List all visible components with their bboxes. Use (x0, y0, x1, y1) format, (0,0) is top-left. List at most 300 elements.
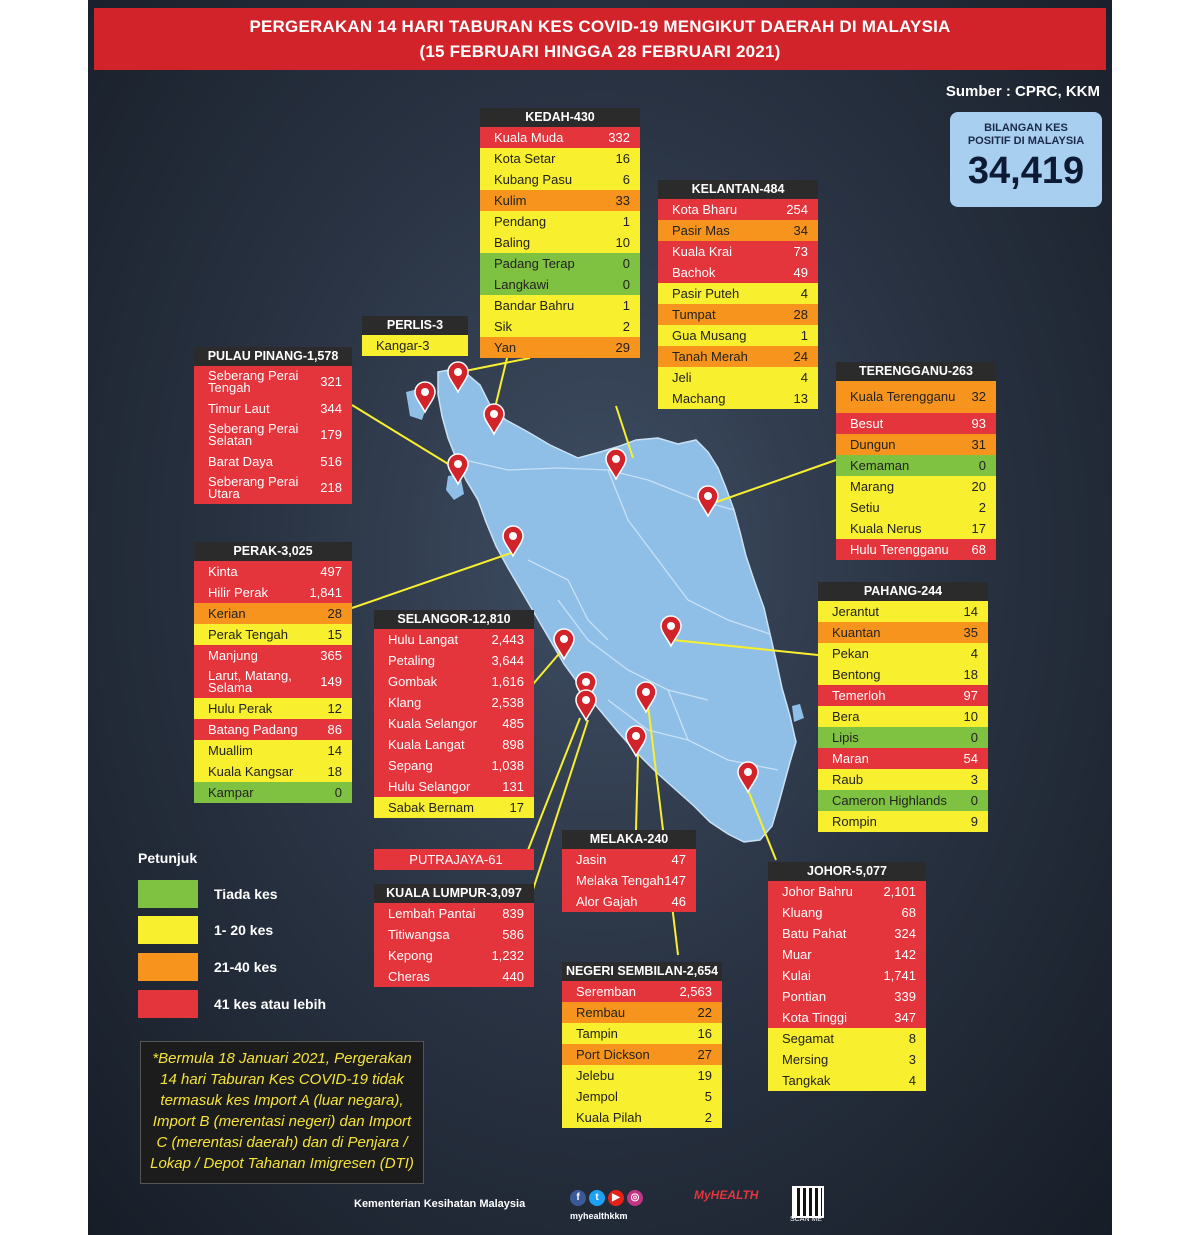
district-name: Pasir Mas (672, 222, 730, 238)
district-count: 17 (971, 520, 986, 536)
district-count: 18 (963, 666, 978, 682)
district-count: 27 (697, 1046, 712, 1062)
district-name: Sik (494, 318, 513, 334)
district-count: 16 (697, 1025, 712, 1041)
district-row (374, 650, 534, 671)
district-count: 86 (327, 721, 342, 737)
district-row (658, 325, 818, 346)
district-count: 516 (320, 453, 342, 469)
district-row (562, 891, 696, 912)
district-row (658, 262, 818, 283)
footnote: *Bermula 18 Januari 2021, Pergerakan 14 hari Taburan Kes COVID-19 tidak termasuk kes Import A (luar negara), Import B (merentasi negeri) dan Import C (merentasi daerah) dan di Penjara / Lokap / Depot Tahanan Imigresen (DTI) (140, 1041, 424, 1184)
source-label: Sumber : CPRC, KKM (945, 83, 1100, 100)
district-count: 8 (908, 1030, 916, 1046)
region-kuala-lumpur (374, 884, 534, 987)
district-count: 149 (320, 674, 342, 689)
district-count: 10 (615, 234, 630, 250)
qr-code-icon[interactable] (792, 1186, 824, 1218)
district-name: Kota Setar (494, 150, 556, 166)
district-name: Kuala Terengganu (850, 389, 956, 404)
district-name: Tumpat (672, 306, 716, 322)
district-row (562, 981, 722, 1002)
district-row (836, 455, 996, 476)
district-name: Kepong (388, 947, 433, 963)
district-row (194, 645, 352, 666)
district-name: Maran (832, 750, 869, 766)
district-name: Muar (782, 946, 812, 962)
district-count: 28 (793, 306, 808, 322)
district-name: Raub (832, 771, 864, 787)
district-count: 17 (509, 799, 524, 815)
district-count: 147 (664, 872, 686, 888)
district-name: Temerloh (832, 687, 886, 703)
district-name: Seberang Perai Utara (208, 474, 299, 501)
district-name: Langkawi (494, 276, 549, 292)
district-name: Kluang (782, 904, 823, 920)
youtube-icon[interactable]: ▶ (608, 1190, 624, 1206)
district-count: 2,443 (491, 631, 524, 647)
district-name: Kampar (208, 784, 254, 800)
region-selangor (374, 610, 534, 818)
facebook-icon[interactable]: f (570, 1190, 586, 1206)
district-row (818, 622, 988, 643)
district-row (374, 755, 534, 776)
district-name: Gombak (388, 673, 438, 689)
district-row (374, 945, 534, 966)
district-count: 497 (320, 563, 342, 579)
district-row (374, 713, 534, 734)
district-row (818, 685, 988, 706)
district-count: 1 (800, 327, 808, 343)
district-name: Cameron Highlands (832, 792, 947, 808)
district-name: Titiwangsa (388, 926, 450, 942)
district-row (768, 881, 926, 902)
district-name: Mersing (782, 1051, 829, 1067)
district-count: 22 (697, 1004, 712, 1020)
district-name: Cheras (388, 968, 430, 984)
district-name: Kulai (782, 967, 811, 983)
region-header: PAHANG-244 (818, 582, 988, 601)
district-name: Jerantut (832, 603, 879, 619)
district-name: Batang Padang (208, 721, 298, 737)
district-row (818, 601, 988, 622)
district-count: 3 (970, 771, 978, 787)
district-name: Kuantan (832, 624, 881, 640)
district-row (362, 335, 468, 356)
district-row (658, 199, 818, 220)
district-name: Besut (850, 415, 884, 431)
region-melaka (562, 830, 696, 912)
district-row (768, 1070, 926, 1091)
total-value: 34,419 (967, 150, 1085, 192)
district-name: Timur Laut (208, 400, 270, 416)
district-name: Rembau (576, 1004, 626, 1020)
district-name: Hulu Perak (208, 700, 273, 716)
district-count: 5 (704, 1088, 712, 1104)
district-name: Seberang Perai Selatan (208, 421, 299, 448)
district-row (836, 518, 996, 539)
district-name: Rompin (832, 813, 877, 829)
district-count: 586 (502, 926, 524, 942)
district-row (768, 1028, 926, 1049)
district-count: 0 (622, 276, 630, 292)
district-row (562, 1086, 722, 1107)
region-negeri-sembilan (562, 962, 722, 1128)
district-count: 10 (963, 708, 978, 724)
twitter-icon[interactable]: t (589, 1190, 605, 1206)
district-row (374, 776, 534, 797)
district-name: Yan (494, 339, 517, 355)
district-row (562, 1044, 722, 1065)
region-perlis (362, 316, 468, 356)
district-name: Tangkak (782, 1072, 831, 1088)
district-row (194, 782, 352, 803)
district-count: 324 (894, 925, 916, 941)
district-count: 1,232 (491, 947, 524, 963)
district-row (658, 283, 818, 304)
district-row (818, 664, 988, 685)
district-count: 6 (622, 171, 630, 187)
district-count: 1,616 (491, 673, 524, 689)
district-count: 1 (622, 297, 630, 313)
district-row (836, 413, 996, 434)
district-name: Melaka Tengah (576, 872, 664, 888)
district-count: 32 (971, 389, 986, 404)
district-count: 344 (320, 400, 342, 416)
district-name: Padang Terap (494, 255, 575, 271)
district-count: 3 (908, 1051, 916, 1067)
district-row (562, 1023, 722, 1044)
district-count: 0 (978, 457, 986, 473)
district-count: 1,841 (309, 584, 342, 600)
district-row (768, 986, 926, 1007)
district-row (768, 965, 926, 986)
district-name: Petaling (388, 652, 435, 668)
district-count: 0 (970, 792, 978, 808)
district-row (480, 127, 640, 148)
district-count: 1 (622, 213, 630, 229)
social-handle: myhealthkkm (570, 1211, 628, 1221)
district-row (836, 434, 996, 455)
district-row (374, 924, 534, 945)
district-row (480, 190, 640, 211)
district-count: 2 (978, 499, 986, 515)
district-count: 142 (894, 946, 916, 962)
district-count: 47 (671, 851, 686, 867)
district-count: 33 (615, 192, 630, 208)
region-header: NEGERI SEMBILAN-2,654 (562, 962, 722, 981)
district-name: Kemaman (850, 457, 910, 473)
district-name: Baling (494, 234, 531, 250)
district-name: Kulim (494, 192, 527, 208)
legend-label: 21-40 kes (214, 959, 278, 975)
legend-swatch (138, 953, 198, 981)
district-count: 2,563 (679, 983, 712, 999)
district-count: 179 (320, 427, 342, 442)
ministry-label: Kementerian Kesihatan Malaysia (354, 1198, 526, 1210)
district-count: 46 (671, 893, 686, 909)
district-name: Sepang (388, 757, 433, 773)
region-header: KEDAH-430 (480, 108, 640, 127)
district-count: 2 (704, 1109, 712, 1125)
district-row (658, 220, 818, 241)
legend-title: Petunjuk (138, 850, 198, 866)
total-label-2: POSITIF DI MALAYSIA (967, 135, 1085, 147)
district-row (480, 316, 640, 337)
district-row (818, 769, 988, 790)
legend-swatch (138, 916, 198, 944)
myhealth-logo: MyHEALTH (694, 1188, 759, 1202)
region-header: SELANGOR-12,810 (374, 610, 534, 629)
region-header: KUALA LUMPUR-3,097 (374, 884, 534, 903)
district-row (818, 706, 988, 727)
district-row (818, 748, 988, 769)
district-count: 839 (502, 905, 524, 921)
region-header: KELANTAN-484 (658, 180, 818, 199)
region-terengganu (836, 362, 996, 560)
title-line-2: (15 FEBRUARI HINGGA 28 FEBRUARI 2021) (419, 42, 781, 61)
district-count: 16 (615, 150, 630, 166)
district-name: Pontian (782, 988, 827, 1004)
district-name: Muallim (208, 742, 253, 758)
map-pin-icon (576, 690, 596, 720)
total-cases-box (950, 112, 1102, 207)
district-name: Perak Tengah (208, 626, 288, 642)
qr-label: SCAN ME (790, 1216, 822, 1223)
district-name: Johor Bahru (782, 883, 853, 899)
district-name: Pasir Puteh (672, 285, 740, 301)
district-name: Kuala Muda (494, 129, 564, 145)
district-count: 49 (793, 264, 808, 280)
poster-title (94, 8, 1106, 70)
district-row (836, 476, 996, 497)
district-row (194, 561, 352, 582)
district-name: Hulu Selangor (388, 778, 471, 794)
district-row (658, 304, 818, 325)
district-count: 20 (971, 478, 986, 494)
legend-swatch (138, 990, 198, 1018)
district-name: Setiu (850, 499, 880, 515)
district-count: 35 (963, 624, 978, 640)
district-row (194, 740, 352, 761)
district-name: Pendang (494, 213, 547, 229)
district-row (836, 497, 996, 518)
district-name: Marang (850, 478, 895, 494)
district-name: Sabak Bernam (388, 799, 474, 815)
district-row (194, 761, 352, 782)
region-putrajaya (374, 849, 534, 870)
district-name: Kubang Pasu (494, 171, 573, 187)
district-row (194, 698, 352, 719)
district-name: Machang (672, 390, 726, 406)
district-count: 31 (971, 436, 986, 452)
district-name: Kota Tinggi (782, 1009, 848, 1025)
region-kedah (480, 108, 640, 358)
district-row (658, 241, 818, 262)
district-row (768, 1049, 926, 1070)
district-count: 1,741 (883, 967, 916, 983)
region-kelantan (658, 180, 818, 409)
legend-swatch (138, 880, 198, 908)
district-row (836, 539, 996, 560)
district-name: Barat Daya (208, 453, 274, 469)
district-row (374, 903, 534, 924)
district-count: 321 (320, 374, 342, 389)
district-count: 4 (970, 645, 978, 661)
district-count: 2 (622, 318, 630, 334)
district-name: Kuala Nerus (850, 520, 922, 536)
district-name: Pekan (832, 645, 869, 661)
district-count: 34 (793, 222, 808, 238)
region-pulau-pinang (194, 347, 352, 504)
district-row (194, 472, 352, 504)
district-name: Gua Musang (672, 327, 747, 343)
district-row (818, 727, 988, 748)
district-count: 15 (327, 626, 342, 642)
district-row (194, 398, 352, 419)
district-name: Kuala Kangsar (208, 763, 294, 779)
region-header: PULAU PINANG-1,578 (194, 347, 352, 366)
district-count: 68 (901, 904, 916, 920)
district-name: Lembah Pantai (388, 905, 476, 921)
district-name: Kangar-3 (376, 337, 430, 353)
district-row (194, 603, 352, 624)
district-row (562, 1107, 722, 1128)
district-name: Seberang Perai Tengah (208, 368, 299, 395)
district-name: Kuala Langat (388, 736, 465, 752)
district-name: Jelebu (576, 1067, 615, 1083)
district-count: 2,538 (491, 694, 524, 710)
district-count: 440 (502, 968, 524, 984)
district-count: 18 (327, 763, 342, 779)
district-count: 365 (320, 647, 342, 663)
district-count: 14 (963, 603, 978, 619)
district-name: Jasin (576, 851, 607, 867)
district-row (768, 902, 926, 923)
district-row (374, 734, 534, 755)
district-count: 339 (894, 988, 916, 1004)
district-row (562, 870, 696, 891)
district-name: Hilir Perak (208, 584, 268, 600)
region-header: MELAKA-240 (562, 830, 696, 849)
district-row (480, 274, 640, 295)
district-name: Batu Pahat (782, 925, 847, 941)
district-name: Kuala Pilah (576, 1109, 642, 1125)
district-name: Kuala Selangor (388, 715, 477, 731)
region-pahang (818, 582, 988, 832)
total-label (950, 122, 1102, 148)
district-name: Klang (388, 694, 422, 710)
district-name: Bera (832, 708, 860, 724)
district-row (374, 671, 534, 692)
legend-label: Tiada kes (214, 886, 278, 902)
district-count: 12 (327, 700, 342, 716)
district-row (374, 692, 534, 713)
district-row (374, 966, 534, 987)
district-row (194, 624, 352, 645)
district-name: Bandar Bahru (494, 297, 575, 313)
district-row (480, 148, 640, 169)
district-count: 3,644 (491, 652, 524, 668)
district-count: 898 (502, 736, 524, 752)
district-row (480, 337, 640, 358)
district-row (374, 797, 534, 818)
district-count: 4 (908, 1072, 916, 1088)
district-row (194, 419, 352, 451)
district-name: Kinta (208, 563, 238, 579)
district-count: 332 (608, 129, 630, 145)
district-count: 97 (963, 687, 978, 703)
district-row (818, 790, 988, 811)
district-row (480, 295, 640, 316)
district-count: 14 (327, 742, 342, 758)
district-count: 93 (971, 415, 986, 431)
district-name: Hulu Terengganu (850, 541, 949, 557)
legend-label: 41 kes atau lebih (214, 996, 327, 1012)
district-count: 0 (970, 729, 978, 745)
district-name: Jeli (672, 369, 692, 385)
district-count: 9 (970, 813, 978, 829)
district-count: 19 (697, 1067, 712, 1083)
district-name: Tampin (576, 1025, 618, 1041)
district-row (562, 849, 696, 870)
district-count: 13 (793, 390, 808, 406)
district-name: Port Dickson (576, 1046, 650, 1062)
district-count: 131 (502, 778, 524, 794)
tioman-island (792, 704, 804, 722)
district-row (658, 367, 818, 388)
region-header: PERLIS-3 (362, 316, 468, 335)
district-name: Larut, Matang, Selama (208, 668, 292, 695)
district-row (194, 719, 352, 740)
district-name: Seremban (576, 983, 636, 999)
district-row (374, 629, 534, 650)
district-count: 2,101 (883, 883, 916, 899)
district-row (194, 666, 352, 698)
title-line-1: PERGERAKAN 14 HARI TABURAN KES COVID-19 MENGIKUT DAERAH DI MALAYSIA (249, 17, 951, 36)
district-row (480, 169, 640, 190)
district-count: 24 (793, 348, 808, 364)
district-name: Kerian (208, 605, 246, 621)
legend-label: 1- 20 kes (214, 922, 274, 938)
district-row (768, 923, 926, 944)
district-name: Kuala Krai (672, 243, 732, 259)
instagram-icon[interactable]: ◎ (627, 1190, 643, 1206)
district-row (480, 211, 640, 232)
region-perak (194, 542, 352, 803)
district-count: 54 (963, 750, 978, 766)
district-count: 28 (327, 605, 342, 621)
district-name: Manjung (208, 647, 258, 663)
poster (88, 0, 1112, 1235)
district-count: 485 (502, 715, 524, 731)
social-icons (570, 1190, 643, 1206)
district-count: 73 (793, 243, 808, 259)
region-header: PERAK-3,025 (194, 542, 352, 561)
district-row (194, 451, 352, 472)
district-row (194, 582, 352, 603)
district-name: Bachok (672, 264, 716, 280)
district-count: 1,038 (491, 757, 524, 773)
district-name: Alor Gajah (576, 893, 638, 909)
district-row (480, 253, 640, 274)
region-header: JOHOR-5,077 (768, 862, 926, 881)
putrajaya-label: PUTRAJAYA-61 (374, 849, 534, 870)
region-header: TERENGGANU-263 (836, 362, 996, 381)
district-count: 68 (971, 541, 986, 557)
district-name: Lipis (832, 729, 859, 745)
region-johor (768, 862, 926, 1091)
